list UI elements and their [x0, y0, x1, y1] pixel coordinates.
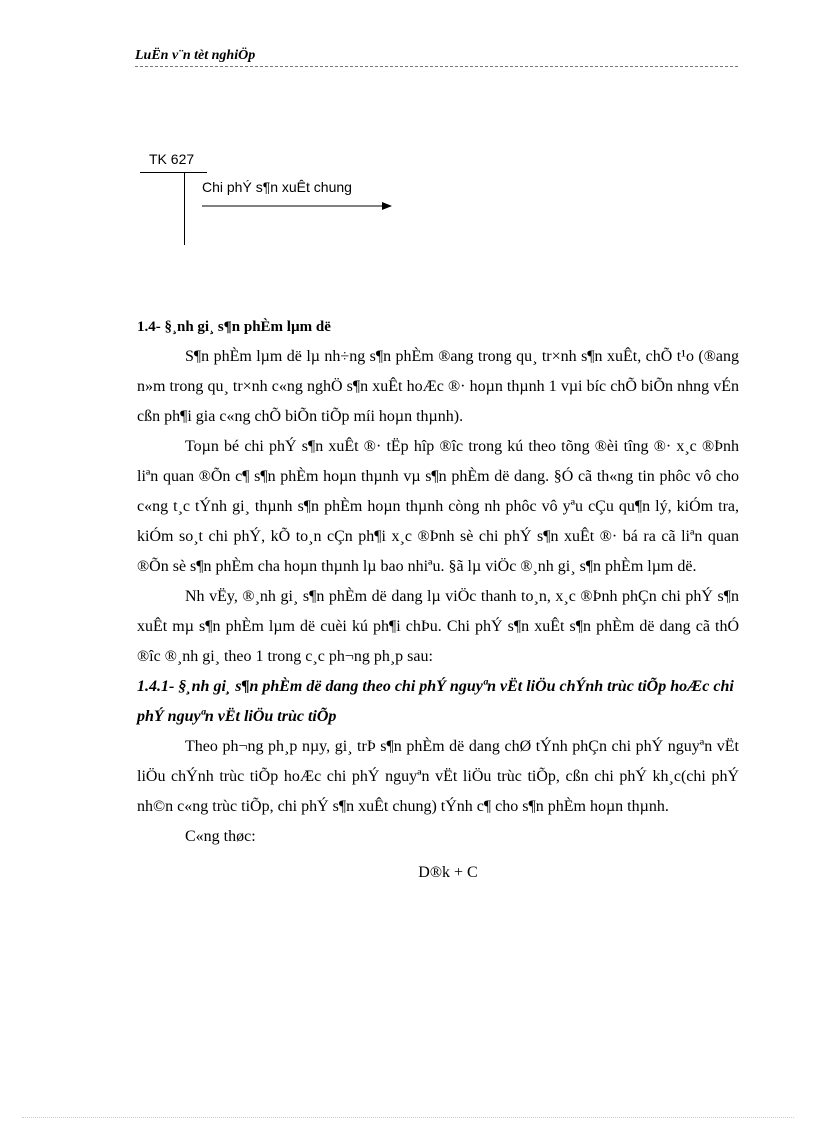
section-heading: 1.4- §¸nh gi¸ s¶n phÈm lµm dë	[137, 319, 331, 335]
paragraph: Nh vËy, ®¸nh gi¸ s¶n phÈm dë dang lµ viÖc thanh to¸n, x¸c ®Þnh phÇn chi phÝ s¶n xuÊt mµ s¶n phÈm lµm dë cuèi kú ph¶i chÞu. Chi phÝ s¶n xuÊt s¶n phÈm dë dang cã thÓ ®îc ®¸nh gi¸ theo 1 trong c¸c ph¬ng ph¸p sau:	[137, 588, 739, 665]
formula: D®k + C	[418, 864, 478, 881]
t-account-diagram	[140, 150, 400, 250]
paragraph: S¶n phÈm lµm dë lµ nh÷ng s¶n phÈm ®ang trong qu¸ tr×nh s¶n xuÊt, chÕ t¹o (®ang n»m trong qu¸ tr×nh c«ng nghÖ s¶n xuÊt hoÆc ®· hoµn thµnh 1 vµi bíc chÕ biÕn nhng vÉn cßn ph¶i gia c«ng chÕ biÕn tiÕp míi hoµn thµnh).	[137, 348, 739, 425]
account-label: TK 627	[149, 151, 195, 167]
paragraph: Theo ph¬ng ph¸p nµy, gi¸ trÞ s¶n phÈm dë dang chØ tÝnh phÇn chi phÝ nguyªn vËt liÖu chÝnh trùc tiÕp hoÆc chi phÝ nguyªn vËt liÖu trùc tiÕp, cßn chi phÝ kh¸c(chi phÝ nh©n c«ng trùc tiÕp, chi phÝ s¶n xuÊt chung) tÝnh c¶ cho s¶n phÈm hoµn thµnh.	[137, 738, 739, 815]
t-account-vertical-line	[184, 172, 185, 245]
arrow-label: Chi phÝ s¶n xuÊt chung	[202, 179, 352, 195]
document-body	[137, 312, 739, 888]
subsection-heading: 1.4.1- §¸nh gi¸ s¶n phÈm dë dang theo chi phÝ nguyªn vËt liÖu chÝnh trùc tiÕp hoÆc chi phÝ nguyªn vËt liÖu trùc tiÕp	[137, 678, 734, 725]
arrow-right-icon	[202, 200, 392, 212]
t-account-top-line	[140, 172, 207, 173]
paragraph: Toµn bé chi phÝ s¶n xuÊt ®· tËp hîp ®îc trong kú theo tõng ®èi tîng ®· x¸c ®Þnh liªn quan ®Õn c¶ s¶n phÈm hoµn thµnh vµ s¶n phÈm dë dang. §Ó cã th«ng tin phôc vô cho c«ng t¸c tÝnh gi¸ thµnh s¶n phÈm hoµn thµnh còng nh phôc vô yªu cÇu qu¶n lý, kiÓm tra, kiÓm so¸t chi phÝ, kÕ to¸n cÇn ph¶i x¸c ®Þnh sè chi phÝ s¶n xuÊt ®· bá ra cã liªn quan ®Õn sè s¶n phÈm cha hoµn thµnh lµ bao nhiªu. §ã lµ viÖc ®¸nh gi¸ s¶n phÈm lµm dë.	[137, 438, 739, 575]
footer-divider	[22, 1117, 794, 1118]
formula-label: C«ng thøc:	[185, 828, 256, 845]
page-header: LuËn v¨n tèt nghiÖp	[135, 48, 738, 67]
